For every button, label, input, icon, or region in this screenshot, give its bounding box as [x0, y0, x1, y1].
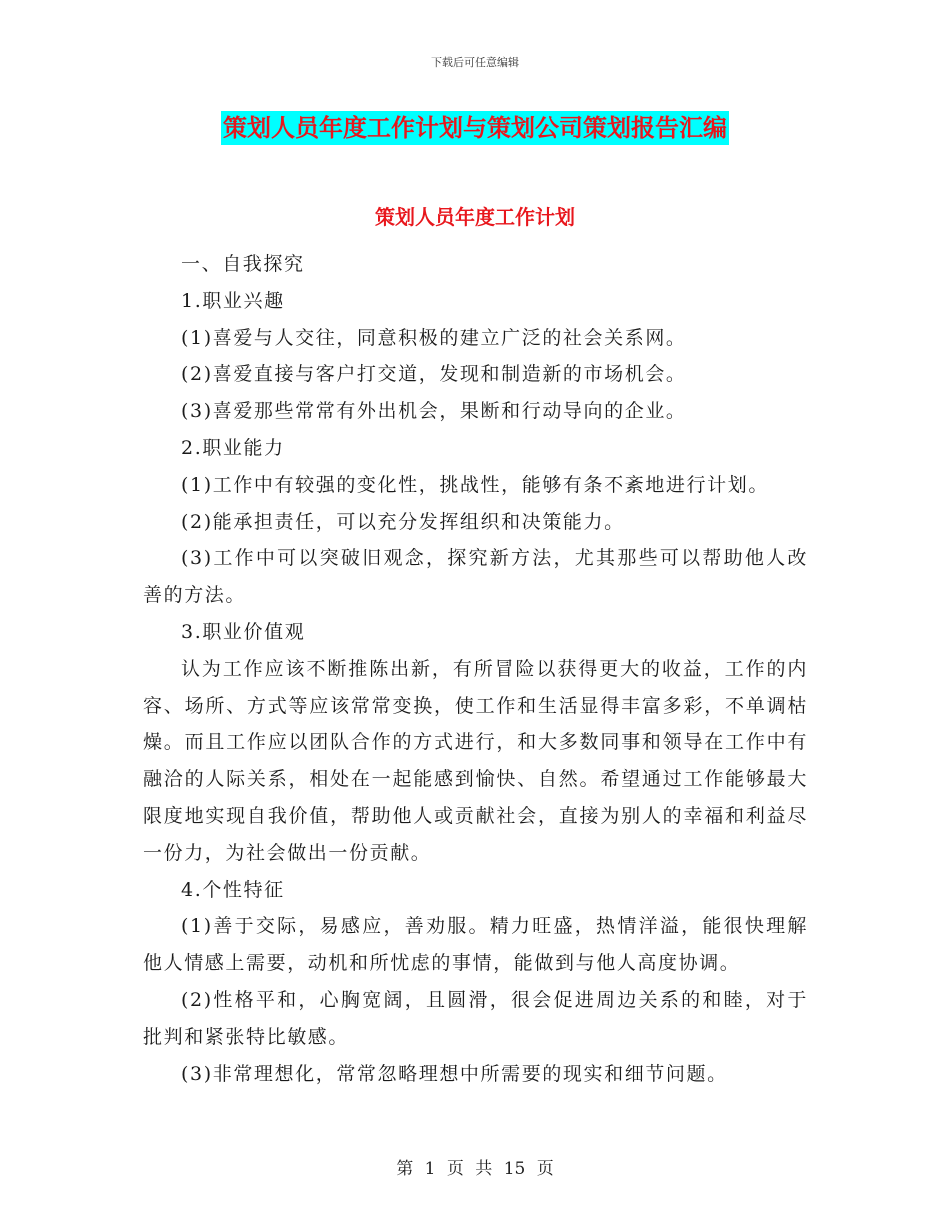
list-item: (1)喜爱与人交往，同意积极的建立广泛的社会关系网。: [181, 326, 687, 349]
list-item: (1)工作中有较强的变化性，挑战性，能够有条不紊地进行计划。: [181, 473, 769, 496]
section-title: 策划人员年度工作计划: [375, 205, 575, 229]
list-item: (3)非常理想化，常常忽略理想中所需要的现实和细节问题。: [181, 1062, 728, 1085]
body-paragraph: 认为工作应该不断推陈出新，有所冒险以获得更大的收益，工作的内容、场所、方式等应该常常变换，使工作和生活显得丰富多彩，不单调枯燥。而且工作应以团队合作的方式进行，和大多数同事和领导在工作中有融洽的人际关系，相处在一起能感到愉快、自然。希望通过工作能够最大限度地实现自我价值，帮助他人或贡献社会，直接为别人的幸福和利益尽一份力，为社会做出一份贡献。: [143, 657, 808, 864]
list-item: (3)喜爱那些常常有外出机会，果断和行动导向的企业。: [181, 400, 687, 423]
document-main-title: 策划人员年度工作计划与策划公司策划报告汇编: [221, 111, 729, 145]
list-item: (2)能承担责任，可以充分发挥组织和决策能力。: [181, 510, 625, 533]
header-note: 下载后可任意编辑: [431, 56, 519, 69]
subheading-career-ability: 2.职业能力: [181, 436, 285, 459]
list-item: (2)性格平和，心胸宽阔，且圆滑，很会促进周边关系的和睦，对于批判和紧张特比敏感。: [143, 988, 808, 1048]
main-title-container: [0, 111, 950, 145]
page-number-footer: 第 1 页 共 15 页: [396, 1159, 554, 1179]
subheading-career-interest: 1.职业兴趣: [181, 289, 285, 312]
list-item: (2)喜爱直接与客户打交道，发现和制造新的市场机会。: [181, 363, 687, 386]
subheading-career-values: 3.职业价值观: [181, 620, 306, 643]
list-item: (1)善于交际，易感应，善劝服。精力旺盛，热情洋溢，能很快理解他人情感上需要，动机和所忧虑的事情，能做到与他人高度协调。: [143, 915, 808, 975]
heading-self-exploration: 一、自我探究: [181, 253, 305, 275]
document-body: [143, 246, 808, 1092]
list-item: (3)工作中可以突破旧观念，探究新方法，尤其那些可以帮助他人改善的方法。: [143, 547, 808, 607]
subheading-personality: 4.个性特征: [181, 878, 285, 901]
